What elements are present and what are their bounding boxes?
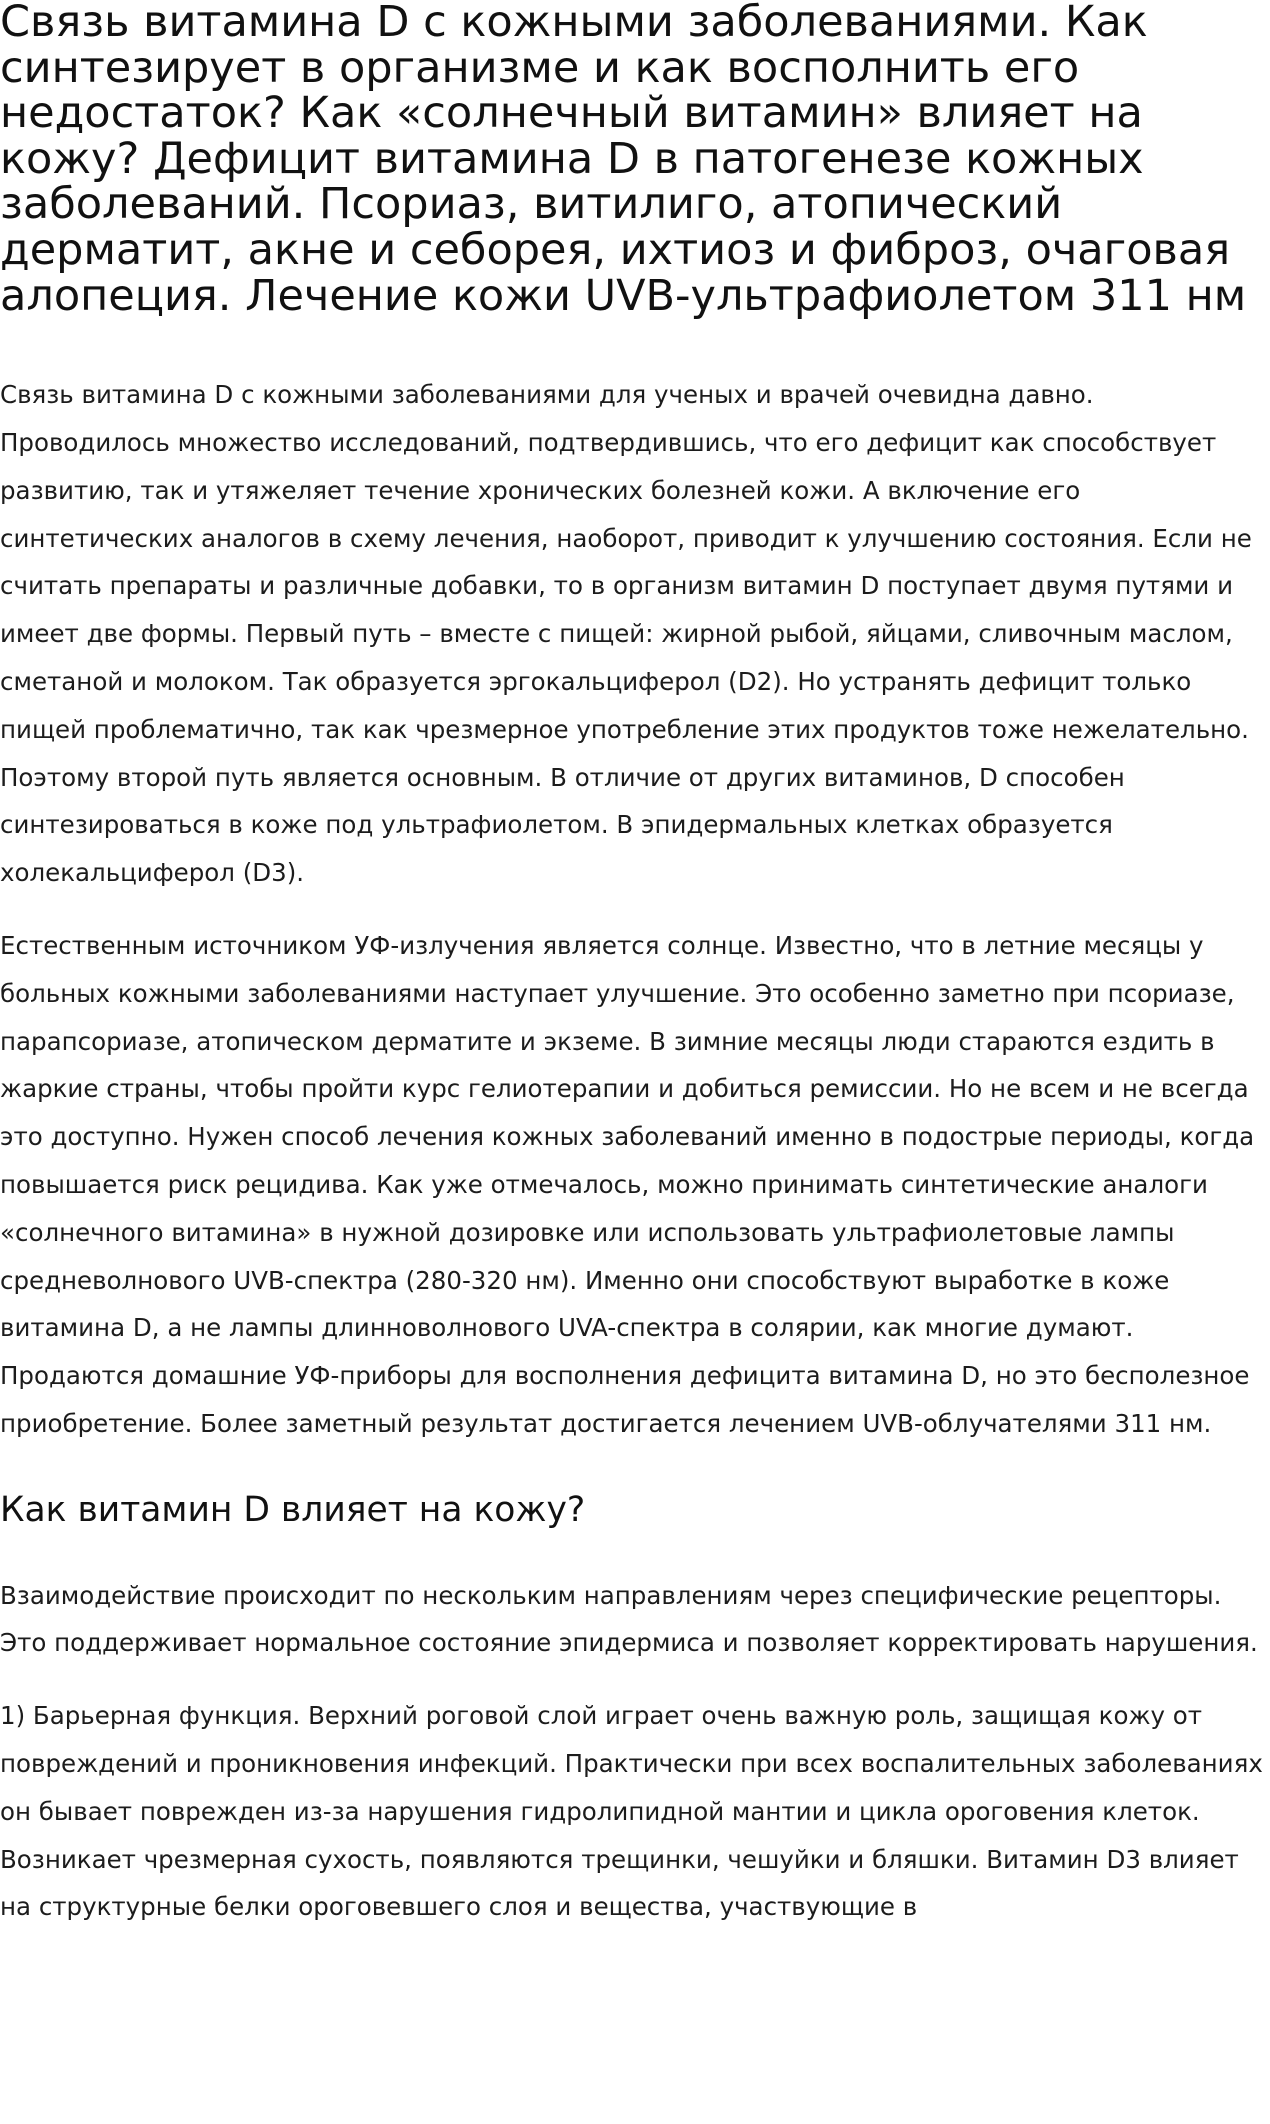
- paragraph-vitamin-d-intro: Связь витамина D с кожными заболеваниями для ученых и врачей очевидна давно. Проводилось множество исследований, подтвердившись, что его дефицит как способствует развитию, так и утяжеляет течение хронических болезней кожи. А включение его синтетических аналогов в схему лечения, наоборот, приводит к улучшению состояния. Если не считать препараты и различные добавки, то в организм витамин D поступает двумя путями и имеет две формы. Первый путь – вместе с пищей: жирной рыбой, яйцами, сливочным маслом, сметаной и молоком. Так образуется эргокальциферол (D2). Но устранять дефицит только пищей проблематично, так как чрезмерное употребление этих продуктов тоже нежелательно. Поэтому второй путь является основным. В отличие от других витаминов, D способен синтезироваться в коже под ультрафиолетом. В эпидермальных клетках образуется холекальциферол (D3).: [0, 380, 1252, 888]
- paragraph-uv-sources: Естественным источником УФ-излучения является солнце. Известно, что в летние месяцы у больных кожными заболеваниями наступает улучшение. Это особенно заметно при псориазе, парапсориазе, атопическом дерматите и экземе. В зимние месяцы люди стараются ездить в жаркие страны, чтобы пройти курс гелиотерапии и добиться ремиссии. Но не всем и не всегда это доступно. Нужен способ лечения кожных заболеваний именно в подострые периоды, когда повышается риск рецидива. Как уже отмечалось, можно принимать синтетические аналоги «солнечного витамина» в нужной дозировке или использовать ультрафиолетовые лампы средневолнового UVB-спектра (280-320 нм). Именно они способствуют выработке в коже витамина D, а не лампы длинноволнового UVA-спектра в солярии, как многие думают. Продаются домашние УФ-приборы для восполнения дефицита витамина D, но это бесполезное приобретение. Более заметный результат достигается лечением UVB-облучателями 311 нм.: [0, 930, 1255, 1438]
- paragraph-barrier-function: 1) Барьерная функция. Верхний роговой слой играет очень важную роль, защищая кожу от повреждений и проникновения инфекций. Практически при всех воспалительных заболеваниях он бывает поврежден из-за нарушения гидролипидной мантии и цикла ороговения клеток. Возникает чрезмерная сухость, появляются трещинки, чешуйки и бляшки. Витамин D3 влияет на структурные белки ороговевшего слоя и вещества, участвующие в: [0, 1701, 1263, 1922]
- paragraph-receptor-interaction: Взаимодействие происходит по нескольким направлениям через специфические рецепторы. Это поддерживает нормальное состояние эпидермиса и позволяет корректировать нарушения.: [0, 1580, 1258, 1658]
- section-heading-skin-effect: Как витамин D влияет на кожу?: [0, 1489, 586, 1530]
- article-title: Связь витамина D с кожными заболеваниями. Как синтезирует в организме и как восполнить его недостаток? Как «солнечный витамин» влияет на кожу? Дефицит витамина D в патогенезе кожных заболеваний. Псориаз, витилиго, атопический дерматит, акне и себорея, ихтиоз и фиброз, очаговая алопеция. Лечение кожи UVB-ультрафиолетом 311 нм: [0, 0, 1247, 321]
